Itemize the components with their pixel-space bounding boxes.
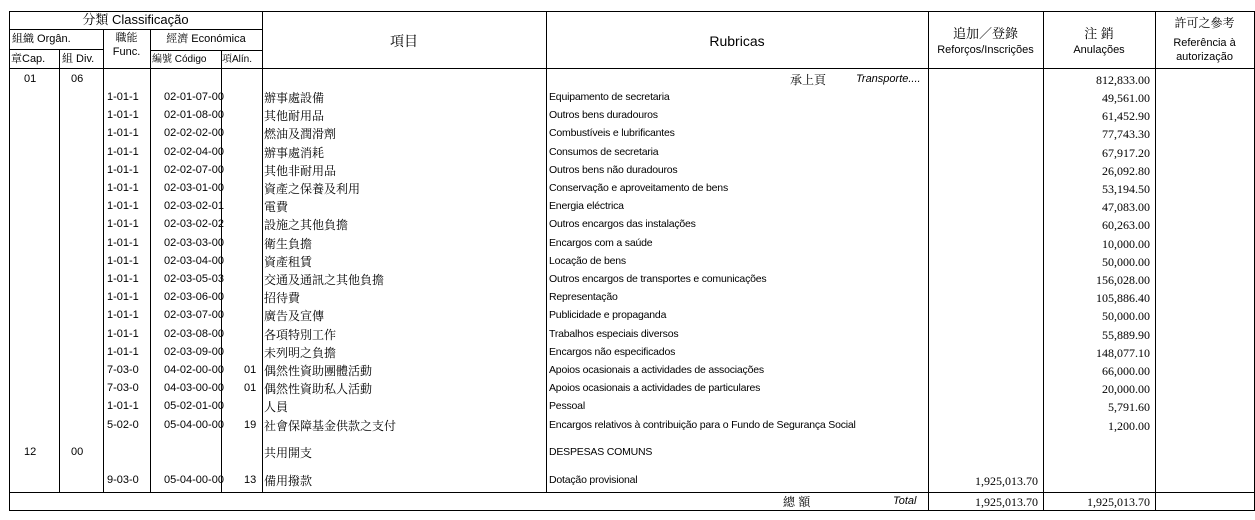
row-item-zh: 交通及通訊之其他負擔: [264, 273, 385, 287]
header-reforcos-zh: 追加／登錄: [952, 26, 1018, 41]
row-item-zh: 衛生負擔: [264, 237, 313, 251]
header-codigo: 編號 Código: [152, 54, 207, 65]
row-rubrica: Apoios ocasionais a actividades de particulares: [549, 382, 761, 394]
row-code: 02-03-05-03: [164, 273, 224, 285]
header-anulacoes: Anulações: [1073, 44, 1125, 56]
row-rubrica: Encargos relativos à contribuição para o Fundo de Segurança Social: [549, 419, 856, 431]
row-code: 02-01-08-00: [164, 109, 224, 121]
header-cap: 章Cap.: [11, 53, 46, 65]
row-anulacao: 10,000.00: [1102, 237, 1150, 251]
row-rubrica: Outros encargos de transportes e comunicações: [549, 273, 767, 285]
row-rubrica: Pessoal: [549, 400, 585, 412]
row-anulacao: 49,561.00: [1102, 91, 1150, 105]
row-anulacao: 1,200.00: [1108, 419, 1150, 433]
row-rubrica: Encargos com a saúde: [549, 237, 653, 249]
row-rubrica: Encargos não especificados: [549, 346, 676, 358]
row-func: 7-03-0: [107, 382, 139, 394]
row-func: 1-01-1: [107, 309, 139, 321]
total-zh: 總 額: [783, 495, 811, 509]
row-alin: 01: [244, 382, 257, 394]
row-anulacao: 156,028.00: [1096, 273, 1150, 287]
total-anul: 1,925,013.70: [1087, 495, 1150, 509]
row-code: 02-03-02-02: [164, 218, 224, 230]
row-item-zh: 其他耐用品: [264, 109, 325, 123]
row-item-zh: 人員: [264, 400, 289, 414]
col-alin: [262, 11, 263, 493]
row-code: 02-03-09-00: [164, 346, 224, 358]
row-rubrica: Trabalhos especiais diversos: [549, 328, 679, 340]
row-rubrica: Publicidade e propaganda: [549, 309, 667, 321]
row-code: 04-02-00-00: [164, 364, 224, 376]
col-left: [9, 11, 10, 511]
col-anul: [1155, 11, 1156, 511]
row-anulacao: 20,000.00: [1102, 382, 1150, 396]
row-code: 02-03-04-00: [164, 255, 224, 267]
total-pt: Total: [893, 495, 917, 507]
row-rubrica: Outros bens não duradouros: [549, 164, 678, 176]
row-anulacao: 67,917.20: [1102, 146, 1150, 160]
rule-header-bottom: [9, 68, 1254, 69]
row-rubrica: Outros encargos das instalações: [549, 218, 696, 230]
transport-zh: 承上頁: [790, 73, 827, 87]
row-func: 7-03-0: [107, 364, 139, 376]
row-func: 1-01-1: [107, 328, 139, 340]
group2-pt: DESPESAS COMUNS: [549, 446, 653, 458]
row-code: 05-02-01-00: [164, 400, 224, 412]
row-item-zh: 偶然性資助團體活動: [264, 364, 373, 378]
row-item-zh: 資產之保養及利用: [264, 182, 361, 196]
group2-cap: 12: [24, 446, 37, 458]
col-cap: [59, 49, 60, 493]
row-rubrica: Outros bens duradouros: [549, 109, 658, 121]
row-anulacao: 53,194.50: [1102, 182, 1150, 196]
row-code: 02-02-02-00: [164, 127, 224, 139]
row-anulacao: 50,000.00: [1102, 255, 1150, 269]
row-func: 5-02-0: [107, 419, 139, 431]
dotacao-alin: 13: [244, 474, 257, 486]
row-item-zh: 設施之其他負擔: [264, 218, 349, 232]
transport-anul: 812,833.00: [1096, 73, 1150, 87]
header-func: Func.: [112, 46, 141, 58]
row-anulacao: 61,452.90: [1102, 109, 1150, 123]
row-item-zh: 辦事處設備: [264, 91, 325, 105]
row-func: 1-01-1: [107, 273, 139, 285]
row-func: 1-01-1: [107, 109, 139, 121]
row-anulacao: 148,077.10: [1096, 346, 1150, 360]
dotacao-reforco: 1,925,013.70: [975, 474, 1038, 488]
row-alin: 01: [244, 364, 257, 376]
dotacao-code: 05-04-00-00: [164, 474, 224, 486]
row-code: 05-04-00-00: [164, 419, 224, 431]
header-func-zh: 職能: [115, 32, 138, 44]
header-ref-zh: 許可之參考: [1174, 16, 1235, 30]
rule-class: [9, 29, 262, 30]
col-div: [103, 29, 104, 493]
dotacao-pt: Dotação provisional: [549, 474, 638, 486]
row-code: 02-03-08-00: [164, 328, 224, 340]
rule-econ: [150, 50, 262, 51]
col-pt: [928, 11, 929, 511]
rule-organ: [9, 49, 103, 50]
row-func: 1-01-1: [107, 146, 139, 158]
row-rubrica: Representação: [549, 291, 618, 303]
row-anulacao: 105,886.40: [1096, 291, 1150, 305]
row-func: 1-01-1: [107, 255, 139, 267]
rule-bottom: [9, 510, 1254, 511]
row-func: 1-01-1: [107, 400, 139, 412]
col-zh: [546, 11, 547, 493]
row-item-zh: 廣告及宣傳: [264, 309, 325, 323]
row-item-zh: 資產租賃: [264, 255, 313, 269]
group1-cap: 01: [24, 73, 37, 85]
row-code: 02-03-06-00: [164, 291, 224, 303]
row-rubrica: Locação de bens: [549, 255, 626, 267]
row-anulacao: 50,000.00: [1102, 309, 1150, 323]
row-anulacao: 77,743.30: [1102, 127, 1150, 141]
row-code: 02-03-07-00: [164, 309, 224, 321]
row-rubrica: Apoios ocasionais a actividades de associações: [549, 364, 764, 376]
row-func: 1-01-1: [107, 218, 139, 230]
header-organ: 組織 Orgân.: [12, 33, 71, 45]
row-rubrica: Consumos de secretaria: [549, 146, 659, 158]
row-func: 1-01-1: [107, 200, 139, 212]
row-item-zh: 未列明之負擔: [264, 346, 337, 360]
row-item-zh: 社會保障基金供款之支付: [264, 419, 397, 433]
header-rubricas: Rubricas: [709, 33, 765, 49]
header-alin: 項Alín.: [222, 54, 253, 65]
row-code: 04-03-00-00: [164, 382, 224, 394]
row-rubrica: Conservação e aproveitamento de bens: [549, 182, 729, 194]
row-item-zh: 偶然性資助私人活動: [264, 382, 373, 396]
row-anulacao: 66,000.00: [1102, 364, 1150, 378]
row-item-zh: 燃油及潤滑劑: [264, 127, 337, 141]
row-func: 1-01-1: [107, 291, 139, 303]
header-classification: 分類 Classificação: [82, 12, 189, 27]
header-econ: 經濟 Económica: [166, 33, 246, 45]
row-item-zh: 電費: [264, 200, 289, 214]
header-reforcos: Reforços/Inscrições: [937, 44, 1034, 56]
row-code: 02-03-02-01: [164, 200, 224, 212]
col-func: [150, 29, 151, 493]
row-code: 02-03-01-00: [164, 182, 224, 194]
rule-total-top: [9, 492, 1254, 493]
header-div: 組 Div.: [62, 53, 95, 65]
row-func: 1-01-1: [107, 127, 139, 139]
row-anulacao: 55,889.90: [1102, 328, 1150, 342]
row-code: 02-01-07-00: [164, 91, 224, 103]
group2-div: 00: [71, 446, 84, 458]
row-func: 1-01-1: [107, 182, 139, 194]
header-ref1: Referência à: [1173, 37, 1236, 49]
transport-pt: Transporte....: [856, 73, 921, 85]
row-item-zh: 其他非耐用品: [264, 164, 337, 178]
group2-zh: 共用開支: [264, 446, 313, 460]
row-rubrica: Energia eléctrica: [549, 200, 624, 212]
row-code: 02-03-03-00: [164, 237, 224, 249]
dotacao-zh: 備用撥款: [264, 474, 313, 488]
row-item-zh: 辦事處消耗: [264, 146, 325, 160]
dotacao-func: 9-03-0: [107, 474, 139, 486]
row-rubrica: Combustíveis e lubrificantes: [549, 127, 675, 139]
row-anulacao: 47,083.00: [1102, 200, 1150, 214]
header-item-zh: 項目: [390, 33, 418, 49]
header-anulacoes-zh: 注 銷: [1084, 26, 1114, 41]
row-item-zh: 招待費: [264, 291, 301, 305]
row-item-zh: 各項特別工作: [264, 328, 337, 342]
row-func: 1-01-1: [107, 237, 139, 249]
row-anulacao: 5,791.60: [1108, 400, 1150, 414]
row-rubrica: Equipamento de secretaria: [549, 91, 670, 103]
total-reforco: 1,925,013.70: [975, 495, 1038, 509]
row-anulacao: 26,092.80: [1102, 164, 1150, 178]
row-func: 1-01-1: [107, 164, 139, 176]
row-alin: 19: [244, 419, 257, 431]
rule-top: [9, 11, 1254, 12]
row-func: 1-01-1: [107, 91, 139, 103]
row-code: 02-02-07-00: [164, 164, 224, 176]
group1-div: 06: [71, 73, 84, 85]
row-anulacao: 60,263.00: [1102, 218, 1150, 232]
row-code: 02-02-04-00: [164, 146, 224, 158]
header-ref2: autorização: [1176, 51, 1233, 63]
row-func: 1-01-1: [107, 346, 139, 358]
